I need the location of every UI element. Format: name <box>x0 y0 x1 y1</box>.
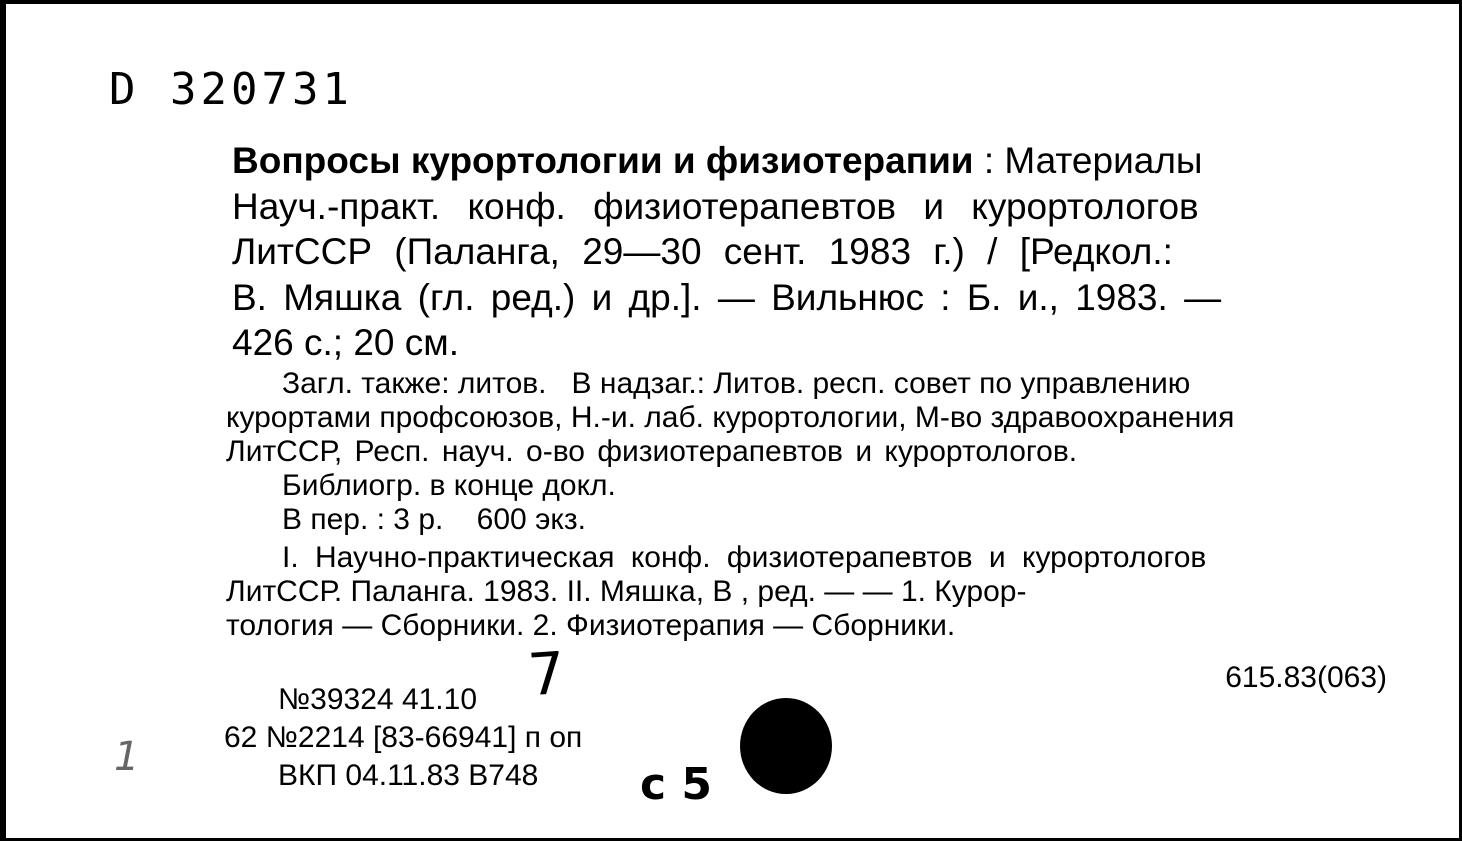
card-footer <box>224 681 582 795</box>
call-number: D 320731 <box>109 64 353 115</box>
note-line-5: В пер. : 3 р. 600 экз. <box>282 503 586 536</box>
entry-line-1 <box>232 138 1408 184</box>
note-line-2: курортами профсоюзов, Н.-и. лаб. курортологии, М-во здравоохранения <box>226 401 1235 434</box>
margin-pencil-mark: 1 <box>114 734 140 780</box>
note-line-7 <box>226 575 1406 609</box>
note-line-4: Библиогр. в конце докл. <box>282 469 616 502</box>
note-line-7-left: ЛитССР. Паланга. 1983. II. Мяшка, В <box>226 575 733 608</box>
entry-line-4: В. Мяшка (гл. ред.) и др.]. — Вильнюс : Б. и., 1983. — <box>232 276 1222 318</box>
note-line-7-right: , ред. — — 1. Курор- <box>740 575 1027 608</box>
punch-hole-dot <box>740 698 832 794</box>
entry-line-5: 426 с.; 20 см. <box>232 322 460 363</box>
book-title: Вопросы курортологии и физиотерапии <box>232 140 974 181</box>
notes <box>226 367 1406 643</box>
footer-line-3: ВКП 04.11.83 В748 <box>278 759 539 792</box>
handwritten-seven: 7 <box>525 638 568 710</box>
bibliographic-entry <box>232 138 1408 366</box>
entry-line-3: ЛитССР (Паланга, 29—30 сент. 1983 г.) / [Редкол.: <box>232 231 1173 272</box>
udc-index: 615.83(063) <box>1225 661 1387 694</box>
title-remainder: : Материалы <box>973 140 1203 181</box>
note-line-3: ЛитССР, Респ. науч. о-во физиотерапевтов и курортологов. <box>226 435 1078 468</box>
handwritten-c5: c 5 <box>640 759 713 810</box>
note-line-8: тология — Сборники. 2. Физиотерапия — Сборники. <box>226 609 956 642</box>
note-line-1: Загл. также: литов. В надзаг.: Литов. респ. совет по управлению <box>282 367 1191 400</box>
footer-line-1: №39324 41.10 <box>278 683 478 716</box>
note-line-6: I. Научно-практическая конф. физиотерапевтов и курортологов <box>282 541 1207 574</box>
footer-line-2: 62 №2214 [83-66941] п оп <box>224 721 583 754</box>
entry-line-2: Науч.-практ. конф. физиотерапевтов и курортологов <box>232 185 1199 227</box>
